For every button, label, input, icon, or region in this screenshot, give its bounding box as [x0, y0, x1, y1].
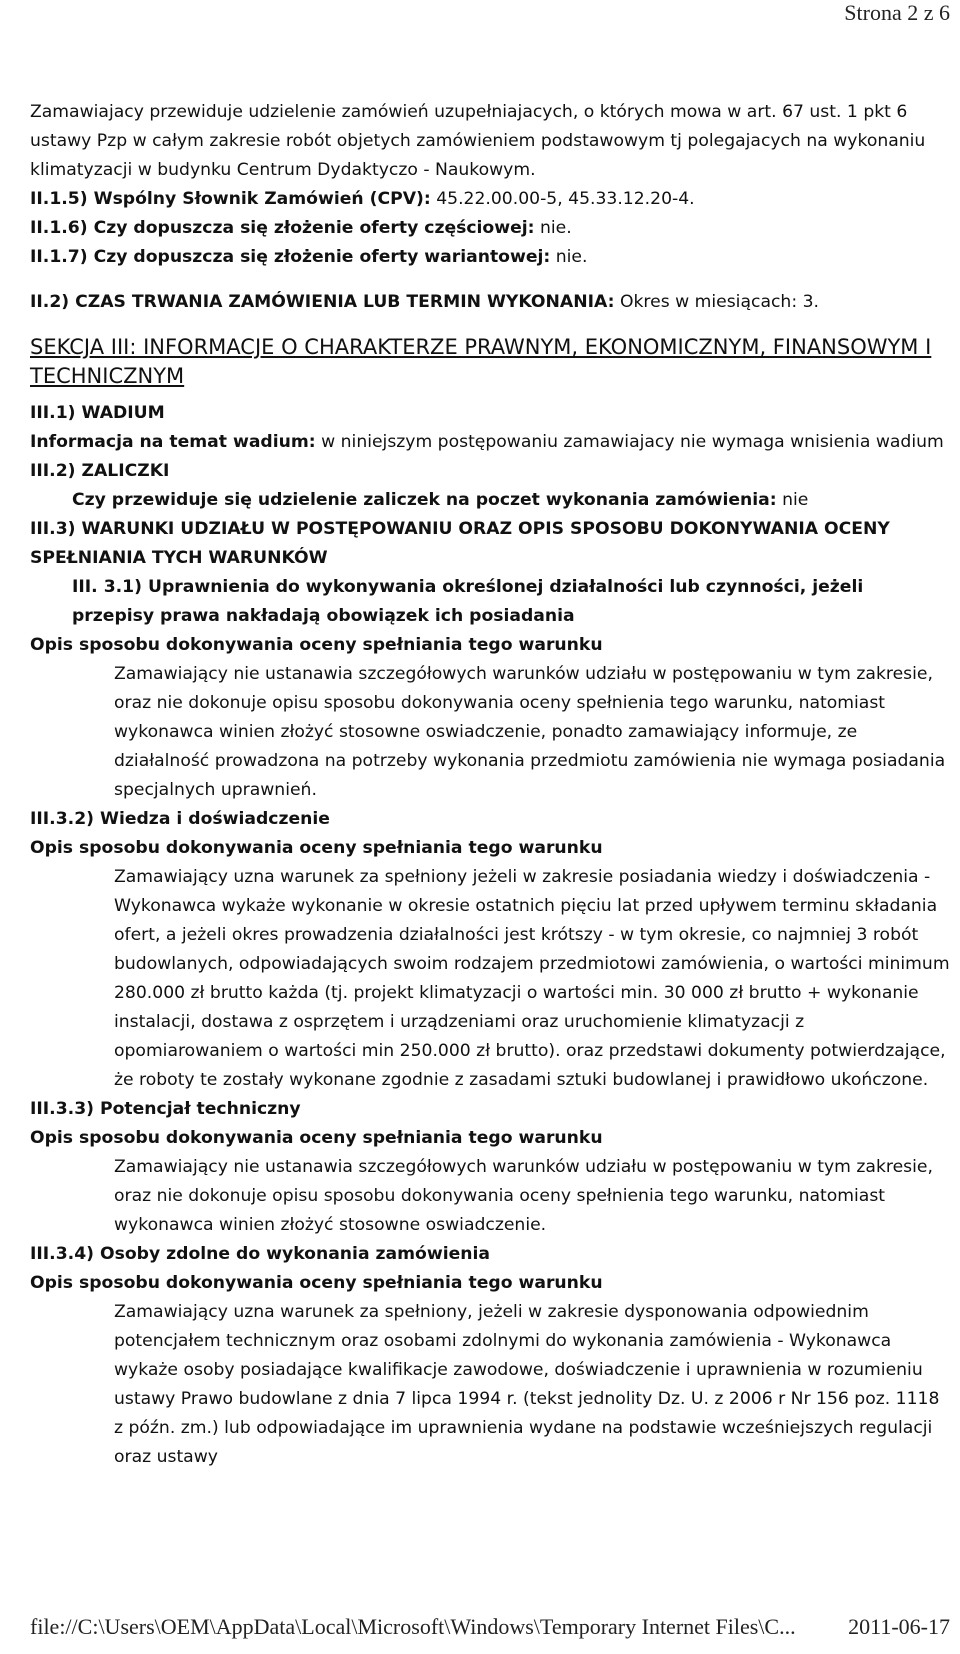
wadium-value: w niniejszym postępowaniu zamawiajacy nie wymaga wnisienia wadium — [321, 432, 944, 452]
warunki-heading: III.3) WARUNKI UDZIAŁU W POSTĘPOWANIU ORAZ OPIS SPOSOBU DOKONYWANIA OCENY SPEŁNIANIA TYCH WARUNKÓW — [30, 519, 890, 568]
partial-offer-line — [30, 214, 950, 243]
condition-3-text: Zamawiający nie ustanawia szczegółowych warunków udziału w postępowaniu w tym zakresie, oraz nie dokonuje opisu sposobu dokonywania oceny spełnienia tego warunku, natomiast wykonawca winien złożyć stosowne oswiadczenie. — [114, 1157, 933, 1235]
condition-1-heading: III. 3.1) Uprawnienia do wykonywania określonej działalności lub czynności, jeżeli przepisy prawa nakładają obowiązek ich posiadania — [72, 577, 864, 626]
condition-4-text: Zamawiający uzna warunek za spełniony, jeżeli w zakresie dysponowania odpowiednim potencjałem technicznym oraz osobami zdolnymi do wykonania zamówienia - Wykonawca wykaże osoby posiadające kwalifikacje zawodowe, doświadczenie i uprawnienia w rozumieniu ustawy Prawo budowlane z dnia 7 lipca 1994 r. (tekst jednolity Dz. U. z 2006 r Nr 156 poz. 1118 z późn. zm.) lub odpowiadające im uprawnienia wydane na podstawie wcześniejszych regulacji oraz ustawy — [114, 1302, 940, 1467]
intro-paragraph: Zamawiajacy przewiduje udzielenie zamówień uzupełniajacych, o których mowa w art. 67 ust. 1 pkt 6 ustawy Pzp w całym zakresie robót objetych zamówieniem podstawowym tj polegajacych na wykonaniu klimatyzacji w budynku Centrum Dydaktyczo - Naukowym. — [30, 102, 926, 180]
cpv-line — [30, 185, 950, 214]
condition-4-opis-label: Opis sposobu dokonywania oceny spełniania tego warunku — [30, 1273, 603, 1293]
partial-offer-label: II.1.6) Czy dopuszcza się złożenie oferty częściowej: — [30, 218, 535, 238]
page-footer — [30, 1614, 950, 1640]
variant-offer-label: II.1.7) Czy dopuszcza się złożenie oferty wariantowej: — [30, 247, 551, 267]
footer-file-path: file://C:\Users\OEM\AppData\Local\Microsoft\Windows\Temporary Internet Files\C... — [30, 1614, 796, 1639]
condition-3-opis-label: Opis sposobu dokonywania oceny spełniania tego warunku — [30, 1128, 603, 1148]
duration-label: II.2) CZAS TRWANIA ZAMÓWIENIA LUB TERMIN WYKONANIA: — [30, 292, 615, 312]
condition-3-heading: III.3.3) Potencjał techniczny — [30, 1099, 301, 1119]
zaliczki-value: nie — [782, 490, 809, 510]
duration-line — [30, 288, 950, 317]
condition-4-heading: III.3.4) Osoby zdolne do wykonania zamówienia — [30, 1244, 490, 1264]
zaliczki-label: Czy przewiduje się udzielenie zaliczek na poczet wykonania zamówienia: — [72, 490, 777, 510]
wadium-line — [30, 428, 950, 457]
section-title: SEKCJA III: INFORMACJE O CHARAKTERZE PRAWNYM, EKONOMICZNYM, FINANSOWYM I TECHNICZNYM — [30, 335, 932, 388]
footer-date: 2011-06-17 — [848, 1614, 950, 1639]
zaliczki-heading: III.2) ZALICZKI — [30, 461, 170, 481]
zaliczki-line — [30, 486, 950, 515]
wadium-heading: III.1) WADIUM — [30, 403, 165, 423]
condition-2-heading: III.3.2) Wiedza i doświadczenie — [30, 809, 330, 829]
condition-1-opis-label: Opis sposobu dokonywania oceny spełniania tego warunku — [30, 635, 603, 655]
variant-offer-value: nie. — [555, 247, 588, 267]
cpv-value: 45.22.00.00-5, 45.33.12.20-4. — [436, 189, 695, 209]
wadium-label: Informacja na temat wadium: — [30, 432, 316, 452]
condition-1-text: Zamawiający nie ustanawia szczegółowych warunków udziału w postępowaniu w tym zakresie, oraz nie dokonuje opisu sposobu dokonywania oceny spełnienia tego warunku, natomiast wykonawca winien złożyć stosowne oswiadczenie, ponadto zamawiający informuje, ze działalność prowadzona na potrzeby wykonania przedmiotu zamówienia nie wymaga posiadania specjalnych uprawnień. — [114, 664, 946, 800]
duration-value: Okres w miesiącach: 3. — [619, 292, 819, 312]
condition-2-text: Zamawiający uzna warunek za spełniony jeżeli w zakresie posiadania wiedzy i doświadczenia - Wykonawca wykaże wykonanie w okresie ostatnich pięciu lat przed upływem terminu składania ofert, a jeżeli okres prowadzenia działalności jest krótszy - w tym okresie, co najmniej 3 robót budowlanych, odpowiadających swoim rodzajem przedmiotowi zamówienia, o wartości minimum 280.000 zł brutto każda (tj. projekt klimatyzacji o wartości min. 30 000 zł brutto + wykonanie instalacji, dostawa z osprzętem i urządzeniami oraz uruchomienie klimatyzacji z opomiarowaniem o wartości min 250.000 zł brutto). oraz przedstawi dokumenty potwierdzające, że roboty te zostały wykonane zgodnie z zasadami sztuki budowlanej i prawidłowo ukończone. — [114, 867, 950, 1090]
page-number: Strona 2 z 6 — [844, 0, 950, 25]
condition-2-opis-label: Opis sposobu dokonywania oceny spełniania tego warunku — [30, 838, 603, 858]
partial-offer-value: nie. — [540, 218, 572, 238]
variant-offer-line — [30, 243, 950, 272]
notice-content — [30, 98, 950, 1472]
cpv-label: II.1.5) Wspólny Słownik Zamówień (CPV): — [30, 189, 431, 209]
